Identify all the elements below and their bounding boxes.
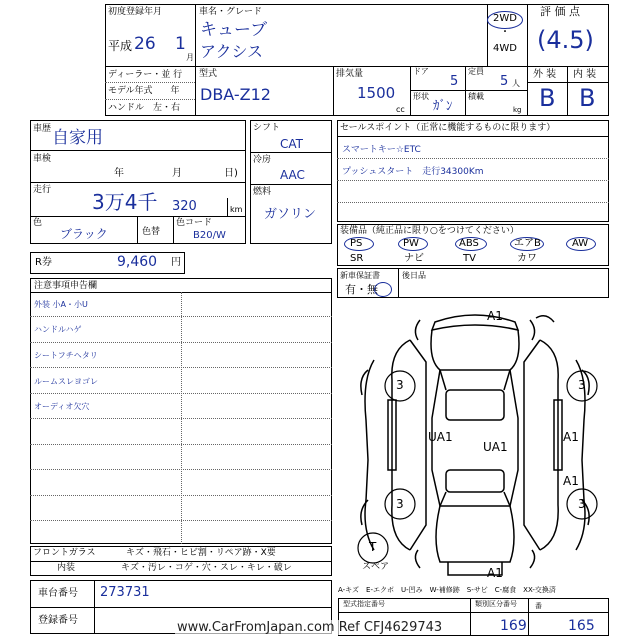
note-item-5: オーディオ欠穴 (34, 402, 90, 411)
spare-tyre-label: スペア (362, 562, 390, 572)
chassis-value: 273731 (100, 585, 150, 600)
mileage-unit: km (230, 205, 243, 214)
interior-cond-value: キズ・汚レ・コゲ・穴・スレ・キレ・破レ (121, 563, 292, 573)
score-label: 評 価 点 (540, 5, 580, 18)
equip-aw: AW (572, 238, 589, 249)
front-glass-label: フロントガラス (33, 548, 96, 558)
warranty-no-circle (374, 282, 392, 297)
inspection-day-unit: 日) (224, 168, 238, 179)
fuel-value: ガソリン (264, 207, 317, 222)
model-year-label: モデル年式 年 (108, 86, 180, 96)
damage-low-left-tyre: 3 (396, 497, 404, 511)
load-label: 積載 (468, 92, 484, 101)
reg-month-unit: 月 (186, 53, 194, 62)
damage-low-right-tyre: 3 (578, 497, 586, 511)
equip-leather: カワ (517, 253, 537, 264)
damage-bottom: A1 (487, 566, 503, 580)
handle-label: ハンドル 左・右 (108, 103, 181, 113)
dealer-label: ディーラー・並 行 (108, 70, 183, 80)
selling-point-line2: プッシュスタート 走行34300Km (342, 167, 484, 177)
recycle-label: R券 (35, 257, 52, 268)
warranty-value: 有・無 (345, 283, 378, 296)
shift-label: シフト (253, 123, 281, 133)
drive-4wd: 4WD (493, 43, 517, 54)
notes-rule-line (30, 418, 332, 419)
type-number-unit: 番 (535, 602, 542, 610)
color-code-value: B20/W (193, 230, 226, 241)
color-label: 色 (33, 218, 43, 228)
mileage-sub: 320 (172, 199, 197, 214)
damage-top-left-tyre: 3 (396, 378, 404, 392)
equip-abs: ABS (459, 238, 479, 249)
equip-sr: SR (350, 253, 364, 264)
cc-label: 排気量 (336, 69, 364, 79)
chassis-label: 車台番号 (38, 588, 78, 599)
mileage-label: 走行 (33, 185, 52, 195)
notes-rule-line (30, 393, 332, 394)
color-value: ブラック (60, 227, 108, 241)
capacity-value: 5 (500, 74, 509, 89)
mileage-main: 3万4千 (92, 190, 158, 214)
shift-value: CAT (280, 137, 303, 151)
type-value: DBA-Z12 (200, 85, 271, 104)
equip-airbag: エアB (514, 238, 541, 249)
notes-rule-line (30, 469, 332, 470)
recycle-frame (30, 252, 185, 274)
note-item-2: ハンドルハゲ (34, 325, 82, 334)
door-value: 5 (450, 74, 459, 89)
shape-value: ｶﾞﾝ (433, 99, 453, 114)
equip-ps: PS (350, 238, 363, 249)
capacity-label: 定員 (468, 67, 484, 76)
notes-rule-line (30, 316, 332, 317)
damage-top: A1 (487, 309, 503, 323)
note-item-1: 外装 小A・小U (34, 300, 88, 309)
door-label: ドア (413, 67, 429, 76)
damage-mid-left: UA1 (428, 430, 453, 444)
color-change-label: 色替 (142, 227, 161, 237)
warranty-label: 新車保証書 (340, 271, 380, 280)
equip-pw: PW (403, 238, 419, 249)
selling-point-label: セールスポイント（正常に機能するものに限ります） (340, 123, 556, 133)
usage-value: 自家用 (52, 128, 103, 148)
interior-grade: B (579, 84, 596, 112)
shape-label: 形状 (413, 92, 429, 101)
ac-label: 冷房 (253, 155, 272, 165)
exterior-grade: B (539, 84, 556, 112)
damage-lower-right: A1 (563, 474, 579, 488)
watermark-text: www.CarFromJapan.com Ref CFJ4629743 (177, 620, 443, 635)
class-number-value: 165 (568, 618, 595, 634)
color-code-label: 色コード (176, 218, 213, 228)
notes-rule-line (30, 444, 332, 445)
model-label: 車名・グレード (199, 7, 263, 17)
reg-era: 平成 (108, 39, 133, 53)
after-item-label: 後日品 (402, 271, 426, 280)
notes-rule-line (30, 495, 332, 496)
evaluation-score: (4.5) (537, 26, 594, 54)
type-label: 型式 (199, 69, 218, 79)
cc-unit: cc (396, 105, 405, 114)
fuel-label: 燃料 (253, 187, 272, 197)
note-item-4: ルームスレヨゴレ (34, 377, 98, 386)
selling-point-line1: スマートキー☆ETC (342, 145, 421, 155)
spare-tyre-mark: T (369, 540, 377, 554)
damage-top-right-tyre: 3 (578, 378, 586, 392)
notes-rule-line (30, 342, 332, 343)
model-name: キューブ (200, 20, 268, 40)
damage-legend: A-キズ E-エクボ U-凹み W-補修跡 S-サビ C-腐食 XX-交換済 (338, 586, 556, 594)
inspection-label: 車検 (33, 154, 52, 164)
equip-navi: ナビ (404, 253, 424, 264)
class-number-label: 類別区分番号 (475, 600, 517, 608)
notes-rule-line (30, 367, 332, 368)
equipment-label: 装備品（純正品に限り○をつけてください） (340, 226, 519, 236)
notes-label: 注意事項申告欄 (34, 281, 98, 291)
reg-number-label: 登録番号 (38, 615, 78, 626)
capacity-unit: 人 (512, 79, 520, 88)
exterior-label: 外 装 (533, 69, 557, 80)
reg-month: 1 (175, 34, 186, 54)
usage-label: 車歴 (33, 124, 52, 134)
inspection-month-unit: 月 (172, 168, 182, 179)
type-number-value: 169 (500, 618, 527, 634)
front-glass-value: キズ・飛石・ヒビ割・リペア跡・X要 (126, 548, 276, 558)
damage-mid-right: A1 (563, 430, 579, 444)
type-number-label: 型式指定番号 (343, 600, 385, 608)
equip-tv: TV (463, 253, 476, 264)
inspection-year-unit: 年 (114, 168, 124, 179)
recycle-unit: 円 (171, 257, 181, 268)
grade-name: アクシス (200, 42, 264, 61)
reg-year: 26 (134, 34, 156, 54)
note-item-3: シートフチヘタリ (34, 351, 98, 360)
notes-rule-line (30, 520, 332, 521)
interior-cond-label: 内装 (57, 563, 76, 573)
ac-value: AAC (280, 168, 305, 182)
cc-value: 1500 (357, 84, 396, 102)
interior-label: 内 装 (573, 69, 597, 80)
recycle-value: 9,460 (117, 254, 158, 270)
drive-2wd: 2WD (493, 13, 517, 24)
reg-date-label: 初度登録年月 (108, 7, 163, 17)
drive-dot: ・ (500, 27, 510, 38)
load-unit: kg (513, 106, 522, 114)
damage-center: UA1 (483, 440, 508, 454)
